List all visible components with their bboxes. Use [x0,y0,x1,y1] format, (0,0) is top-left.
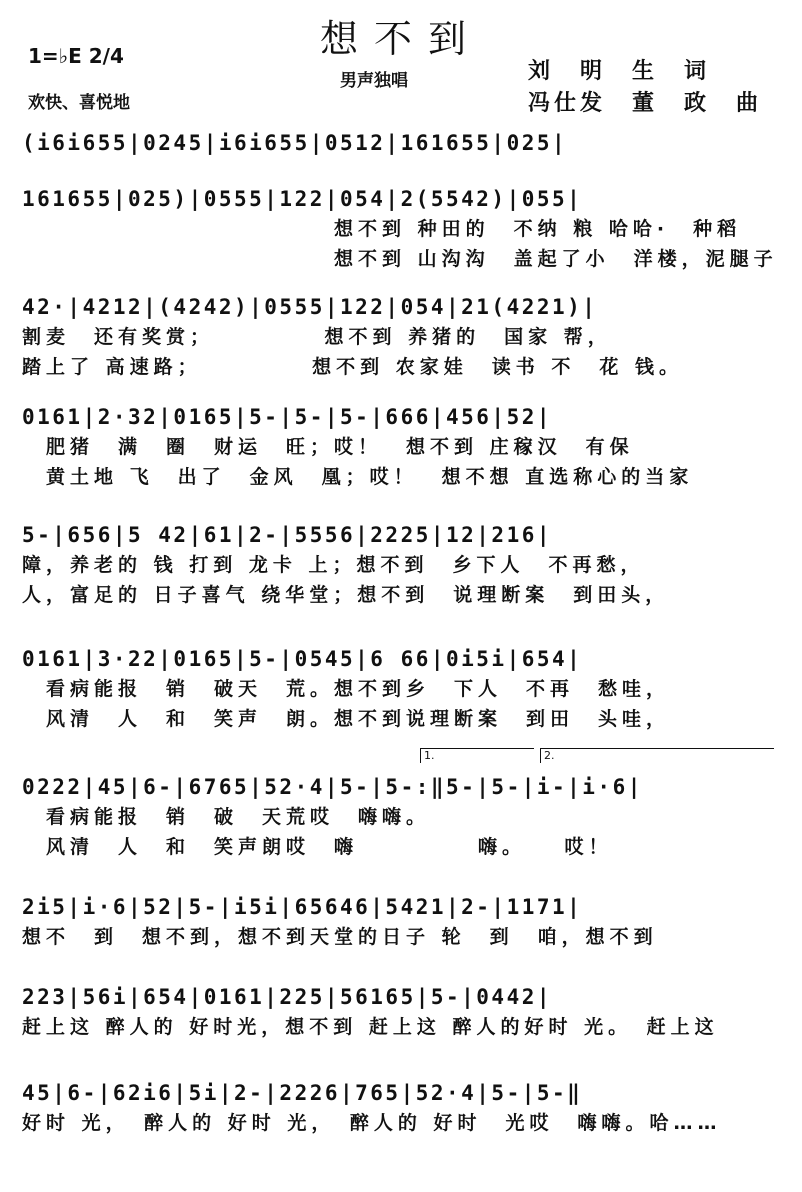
lyric-line: 赶上这 醉人的 好时光，想不到 赶上这 醉人的好时 光。 赶上这 [22,1016,719,1038]
notation-line: 223|56i|654|0161|225|56165|5-|0442| [22,985,553,1009]
score-system [22,402,778,492]
notation-line: 161655|025)|0555|122|054|2(5542)|055| [22,187,583,211]
volta-first: 1. [420,748,534,763]
song-title: 想不到 [319,17,482,61]
credits [528,56,762,120]
notation-line: 0222|45|6-|6765|52·4|5-|5-:‖5-|5-|i-|i·6| [22,775,643,799]
notation-line: 45|6-|62i6|5i|2-|2226|765|52·4|5-|5-‖ [22,1081,583,1105]
score-system [22,520,778,610]
notation-line: 0161|3·22|0165|5-|0545|6 66|0i5i|654| [22,647,583,671]
lyric-line: 看病能报 销 破天 荒。想不到乡 下人 不再 愁哇， [22,678,671,700]
composer: 冯仕发 董 政 曲 [527,91,762,116]
lyric-line: 黄土地 飞 出了 金风 凰；哎！ 想不想 直选称心的当家 [22,466,694,488]
lyric-line: 想不到 山沟沟 盖起了小 洋楼，泥腿子 [22,248,778,270]
lyric-line: 割麦 还有奖赏； 想不到 养猪的 国家 帮， [22,326,612,348]
score-system [22,184,778,274]
lyric-line: 人，富足的 日子喜气 绕华堂；想不到 说理断案 到田头， [22,584,670,606]
lyric-line: 肥猪 满 圈 财运 旺；哎！ 想不到 庄稼汉 有保 [22,436,634,458]
tempo-marking: 欢快、喜悦地 [28,93,130,113]
score-system [22,1078,778,1138]
key-signature: 1=♭E 2/4 [28,44,124,68]
score-system [22,892,778,952]
score-system [22,644,778,734]
notation-line: (i6i655|0245|i6i655|0512|161655|025| [22,131,568,155]
lyricist: 刘 明 生 词 [527,59,710,84]
lyric-line: 看病能报 销 破 天荒哎 嗨嗨。 [22,806,431,828]
notation-line: 2i5|i·6|52|5-|i5i|65646|5421|2-|1171| [22,895,583,919]
performance-type: 男声独唱 [340,71,408,91]
lyric-line: 风清 人 和 笑声 朗。想不到说理断案 到田 头哇， [22,708,671,730]
score-system [22,982,778,1042]
score-system [22,128,778,158]
notation-line: 5-|656|5 42|61|2-|5556|2225|12|216| [22,523,553,547]
lyric-line: 风清 人 和 笑声朗哎 嗨 嗨。 哎！ [22,836,613,858]
score-system [22,292,778,382]
notation-line: 42·|4212|(4242)|0555|122|054|21(4221)| [22,295,598,319]
notation-line: 0161|2·32|0165|5-|5-|5-|666|456|52| [22,405,553,429]
score-system [22,772,778,862]
lyric-line: 踏上了 高速路； 想不到 农家娃 读书 不 花 钱。 [22,356,683,378]
lyric-line: 障，养老的 钱 打到 龙卡 上；想不到 乡下人 不再愁， [22,554,645,576]
lyric-line: 好时 光， 醉人的 好时 光， 醉人的 好时 光哎 嗨嗨。哈…… [22,1112,722,1134]
lyric-line: 想不到 种田的 不纳 粮 哈哈· 种稻 [22,218,742,240]
lyric-line: 想不 到 想不到，想不到天堂的日子 轮 到 咱，想不到 [22,926,658,948]
volta-second: 2. [540,748,774,763]
